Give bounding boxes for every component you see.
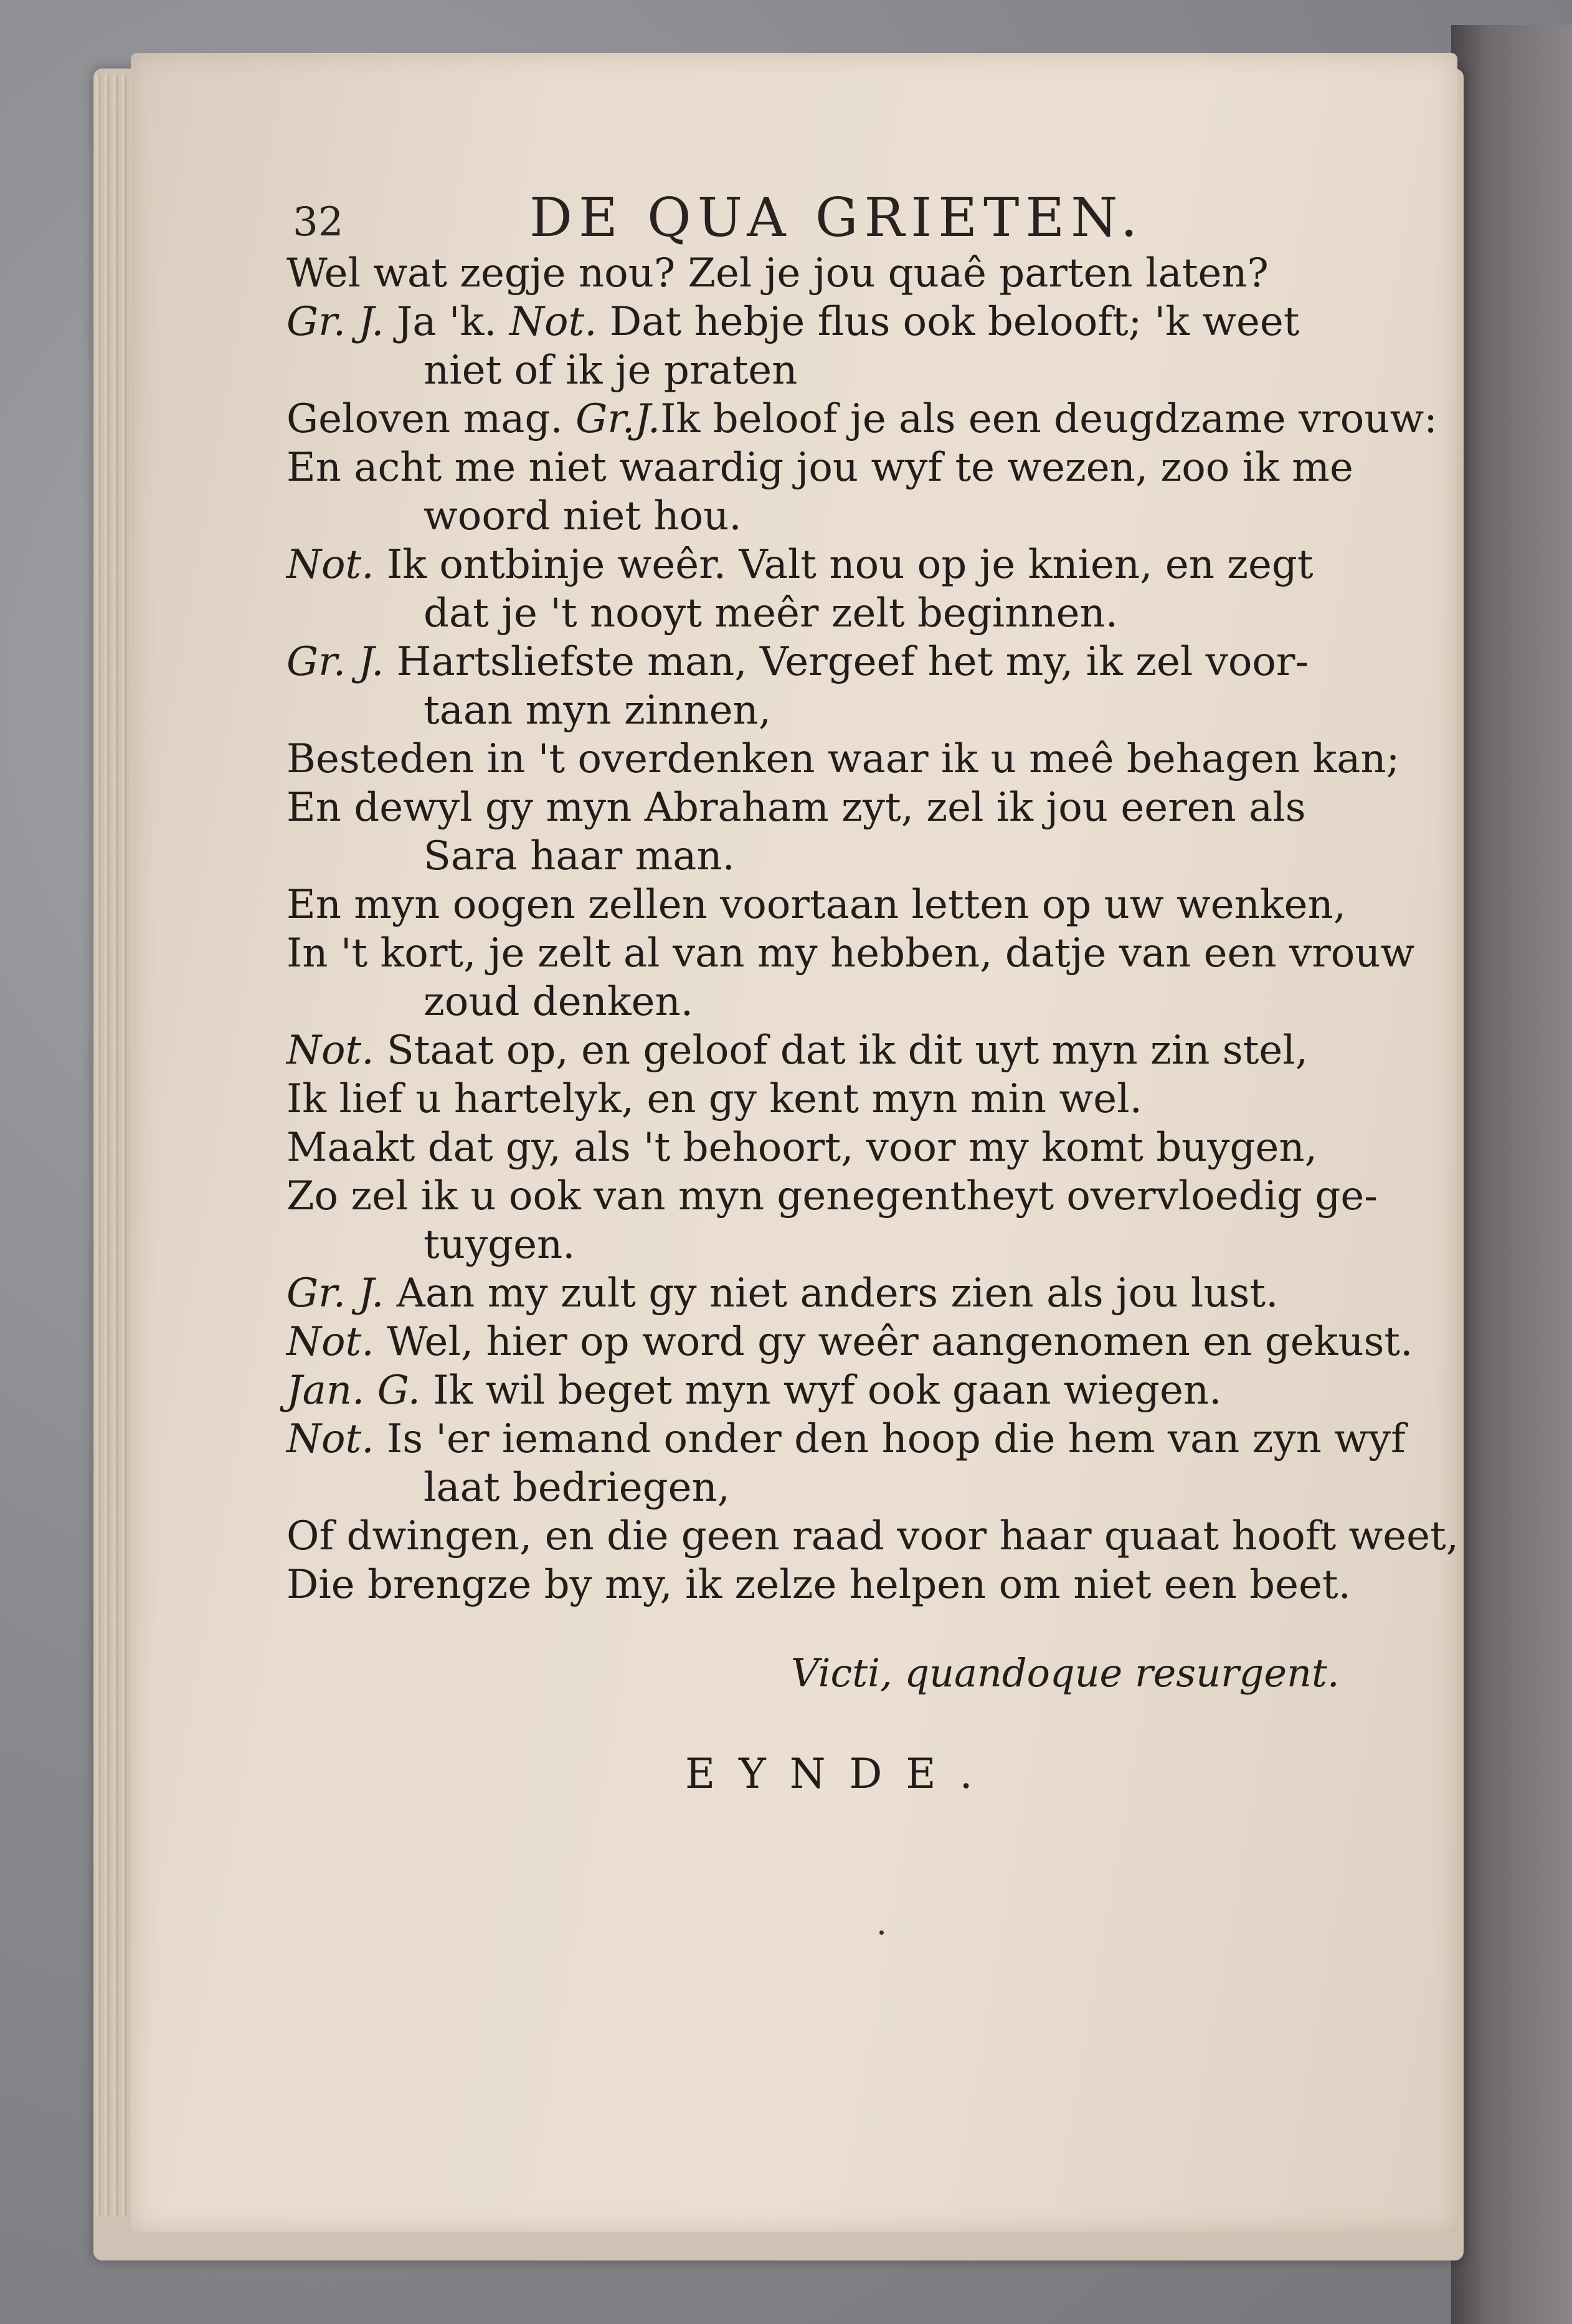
finis: EYNDE.: [685, 1750, 997, 1798]
ink-speck: [879, 1930, 884, 1935]
line-text: Ik lief u hartelyk, en gy kent myn min wel.: [286, 1076, 1142, 1122]
line-text: dat je 't nooyt meêr zelt beginnen.: [424, 590, 1119, 636]
line-text: Besteden in 't overdenken waar ik u meê behagen kan;: [286, 736, 1400, 782]
text-line: [286, 249, 1432, 298]
line-text: Zo zel ik u ook van myn genegentheyt overvloedig ge-: [286, 1173, 1378, 1219]
speaker-label: Gr.J.: [575, 396, 661, 442]
text-line: [286, 881, 1432, 929]
line-text: Wel wat zegje nou? Zel je jou quaê parten laten?: [286, 250, 1269, 296]
text-line: [286, 1561, 1432, 1609]
line-text: taan myn zinnen,: [424, 687, 772, 734]
text-line: [286, 346, 1432, 395]
text-line: [286, 1269, 1432, 1318]
text-line: [286, 929, 1432, 978]
text-line: [286, 783, 1432, 832]
text-line: [286, 832, 1432, 881]
line-text: En dewyl gy myn Abraham zyt, zel ik jou eeren als: [286, 785, 1306, 831]
line-text: laat bedriegen,: [424, 1465, 730, 1511]
text-line: [286, 1172, 1432, 1221]
text-line: [286, 1512, 1459, 1561]
text-line: [286, 492, 1432, 541]
line-text: Ik ontbinje weêr. Valt nou op je knien, en zegt: [374, 542, 1314, 588]
text-line: [286, 1366, 1432, 1415]
line-text: Aan my zult gy niet anders zien als jou lust.: [384, 1270, 1279, 1316]
text-line: [286, 1075, 1432, 1123]
line-text: niet of ik je praten: [424, 347, 798, 394]
line-text: Maakt dat gy, als 't behoort, voor my komt buygen,: [286, 1125, 1317, 1171]
text-line: [286, 638, 1432, 686]
line-text: In 't kort, je zelt al van my hebben, datje van een vrouw: [286, 930, 1415, 976]
speaker-label: Not.: [286, 542, 374, 588]
text-line: [286, 686, 1432, 735]
speaker-label: Gr. J.: [286, 1270, 384, 1316]
facing-page-edge: [1451, 25, 1572, 2324]
speaker-label: Gr. J.: [286, 299, 384, 345]
page-number: 32: [293, 199, 344, 245]
line-text: Wel, hier op word gy weêr aangenomen en gekust.: [374, 1319, 1413, 1365]
line-text: Ja 'k.: [384, 299, 509, 345]
motto: Victi, quandoque resurgent.: [791, 1650, 1340, 1696]
line-text: En acht me niet waardig jou wyf te wezen, zoo ik me: [286, 445, 1353, 491]
text-line: [286, 395, 1437, 443]
line-text: Staat op, en geloof dat ik dit uyt myn zin stel,: [374, 1027, 1309, 1074]
line-text: Ik wil beget myn wyf ook gaan wiegen.: [420, 1367, 1222, 1414]
line-text: Geloven mag.: [286, 396, 576, 442]
text-line: [286, 1415, 1432, 1463]
text-line: [286, 298, 1432, 346]
line-text: Is 'er iemand onder den hoop die hem van zyn wyf: [374, 1416, 1406, 1462]
line-text: En myn oogen zellen voortaan letten op uw wenken,: [286, 882, 1347, 928]
text-line: [286, 1318, 1432, 1366]
text-line: [286, 1463, 1432, 1512]
line-text: Of dwingen, en die geen raad voor haar quaat hooft weet,: [286, 1513, 1459, 1559]
line-text: Ik beloof je als een deugdzame vrouw:: [660, 396, 1437, 442]
speaker-label: Gr. J.: [286, 639, 384, 685]
poem-text: [286, 249, 1459, 1609]
line-text: Sara haar man.: [424, 833, 735, 879]
line-text: Dat hebje flus ook belooft; 'k weet: [597, 299, 1300, 345]
text-line: [286, 1123, 1432, 1172]
text-line: [286, 589, 1432, 638]
speaker-label: Not.: [286, 1416, 374, 1462]
page-header: [293, 174, 1389, 255]
text-line: [286, 1221, 1432, 1269]
text-line: [286, 1026, 1432, 1075]
speaker-label: Not.: [286, 1319, 374, 1365]
line-text: woord niet hou.: [424, 493, 742, 539]
speaker-label: Jan. G.: [286, 1367, 420, 1414]
text-line: [286, 735, 1432, 783]
line-text: Die brengze by my, ik zelze helpen om niet een beet.: [286, 1562, 1351, 1608]
speaker-label: Not.: [509, 299, 597, 345]
speaker-label: Not.: [286, 1027, 374, 1074]
text-line: [286, 443, 1432, 492]
line-text: Hartsliefste man, Vergeef het my, ik zel voor-: [384, 639, 1309, 685]
text-line: [286, 541, 1432, 589]
text-line: [286, 978, 1432, 1026]
line-text: zoud denken.: [424, 979, 694, 1025]
running-title: DE QUA GRIETEN.: [529, 187, 1144, 249]
line-text: tuygen.: [424, 1222, 575, 1268]
